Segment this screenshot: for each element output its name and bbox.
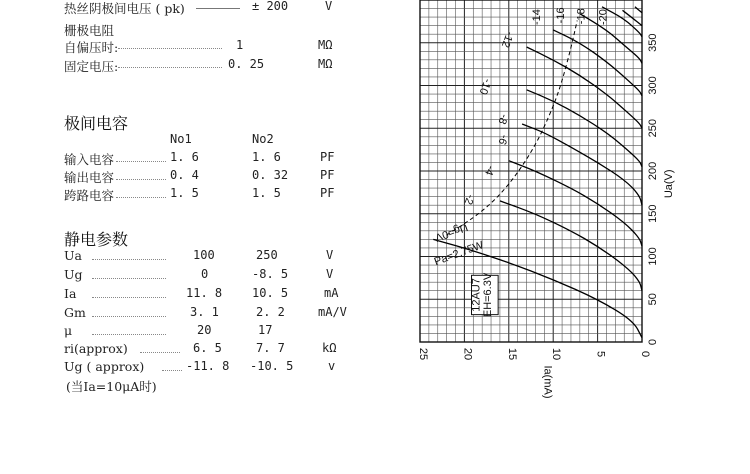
static-row-label: Ua: [64, 248, 82, 263]
col-no1-header: No1: [170, 132, 192, 146]
leader-dots: [118, 48, 222, 49]
x-tick-label: 25: [417, 347, 429, 361]
leader-dots: [92, 316, 166, 317]
grid-resistance-label: 栅极电阻: [64, 23, 115, 38]
cap-row-value-no1: 0. 4: [170, 168, 199, 182]
dissipation-label: Pa=2.75W: [432, 239, 486, 269]
leader-dots: [92, 259, 166, 260]
static-row-value-1: -11. 8: [186, 359, 230, 373]
heater-cathode-value: ± 200: [252, 0, 289, 13]
x-tick-label: 0: [639, 350, 651, 358]
cap-row-label: 输出电容: [64, 170, 115, 185]
leader-dots: [162, 370, 182, 371]
static-row-value-2: 250: [256, 248, 278, 262]
self-bias-unit: MΩ: [318, 38, 333, 52]
curve-label: -10: [476, 77, 494, 97]
leader-dots: [118, 67, 222, 68]
x-tick-label: 20: [461, 347, 474, 361]
y-tick-label: 350: [647, 33, 659, 52]
static-row-unit: mA/V: [318, 305, 347, 319]
static-row-value-1: 0: [201, 267, 209, 281]
leader-dots: [116, 197, 166, 198]
static-row-value-1: 11. 8: [186, 286, 223, 300]
y-tick-label: 50: [647, 293, 659, 306]
static-row-unit: mA: [324, 286, 339, 300]
static-row-label: μ: [64, 323, 73, 338]
static-row-value-2: 7. 7: [256, 341, 285, 355]
chart-grid: [420, 0, 642, 342]
cap-row-value-no1: 1. 5: [170, 186, 199, 200]
heater-label: EH=6.3V: [482, 272, 495, 318]
tube-label: 12AU7: [470, 278, 483, 312]
fixed-bias-value: 0. 25: [228, 57, 265, 71]
cap-row-label: 跨路电容: [64, 188, 115, 203]
cap-row-value-no2: 1. 5: [252, 186, 281, 200]
static-title: 静电参数: [64, 230, 129, 249]
leader-dots: [116, 179, 166, 180]
col-no2-header: No2: [252, 132, 274, 146]
x-tick-label: 5: [594, 350, 607, 358]
characteristic-curve-m10: [527, 47, 642, 128]
cap-row-value-no2: 1. 6: [252, 150, 281, 164]
leader-dots: [92, 297, 166, 298]
static-row-unit: v: [328, 359, 336, 373]
curve-label: -18: [575, 8, 588, 25]
cap-row-unit: PF: [320, 150, 335, 164]
y-tick-label: 300: [647, 76, 659, 95]
curve-label: -16: [554, 7, 567, 24]
curve-label: -4: [482, 163, 497, 177]
x-tick-label: 15: [505, 347, 518, 361]
leader-dots: [92, 278, 166, 279]
static-row-value-1: 3. 1: [190, 305, 219, 319]
static-note: (当Ia=10μA时): [66, 379, 157, 394]
curve-label-ug0: Ug=0V: [433, 220, 470, 244]
heater-cathode-unit: V: [325, 0, 333, 13]
static-row-unit: kΩ: [322, 341, 337, 355]
cap-row-value-no2: 0. 32: [252, 168, 289, 182]
static-row-unit: V: [326, 267, 334, 281]
static-row-unit: V: [326, 248, 334, 262]
x-axis-label: Ia(mA): [541, 365, 554, 399]
cap-row-value-no1: 1. 6: [170, 150, 199, 164]
self-bias-value: 1: [236, 38, 244, 52]
y-tick-label: 100: [647, 247, 659, 266]
curve-label: -6: [495, 132, 511, 147]
characteristic-curve-m20: [635, 7, 642, 13]
static-row-value-2: 10. 5: [252, 286, 289, 300]
static-row-value-1: 100: [193, 248, 215, 262]
curve-label: -14: [530, 9, 543, 26]
curve-label: -12: [498, 29, 516, 50]
static-row-label: Gm: [64, 305, 86, 320]
static-row-value-2: 17: [258, 323, 273, 337]
leader-line: [196, 8, 240, 9]
static-row-value-2: 2. 2: [256, 305, 285, 319]
y-tick-label: 0: [647, 338, 659, 346]
leader-dots: [92, 334, 166, 335]
curve-label: -8: [495, 112, 511, 126]
static-row-label: Ug ( approx): [64, 359, 145, 374]
static-row-label: Ug: [64, 267, 83, 282]
leader-dots: [140, 352, 180, 353]
y-axis-label: Ua(V): [663, 169, 675, 199]
x-tick-label: 10: [550, 347, 563, 361]
curve-label: -2: [461, 192, 477, 207]
curve-label: -20: [597, 9, 610, 26]
static-row-label: Ia: [64, 286, 77, 301]
heater-cathode-label: 热丝阴极间电压 ( pk): [64, 1, 185, 16]
y-tick-label: 250: [647, 119, 659, 138]
static-row-value-2: -8. 5: [252, 267, 289, 281]
fixed-bias-unit: MΩ: [318, 57, 333, 71]
characteristic-curve-m18: [623, 10, 643, 25]
static-row-value-1: 6. 5: [193, 341, 222, 355]
y-tick-label: 150: [647, 204, 659, 223]
capacitance-title: 极间电容: [64, 114, 129, 133]
leader-dots: [116, 161, 166, 162]
static-row-label: ri(approx): [64, 341, 128, 356]
self-bias-label: 自偏压时:: [64, 40, 119, 55]
cap-row-unit: PF: [320, 186, 335, 200]
characteristic-curve-m14: [580, 14, 642, 64]
cap-row-label: 输入电容: [64, 152, 115, 167]
cap-row-unit: PF: [320, 168, 335, 182]
static-row-value-1: 20: [197, 323, 212, 337]
static-row-value-2: -10. 5: [250, 359, 294, 373]
y-tick-label: 200: [647, 161, 659, 181]
plate-characteristics-chart: [408, 0, 750, 474]
fixed-bias-label: 固定电压:: [64, 59, 119, 74]
